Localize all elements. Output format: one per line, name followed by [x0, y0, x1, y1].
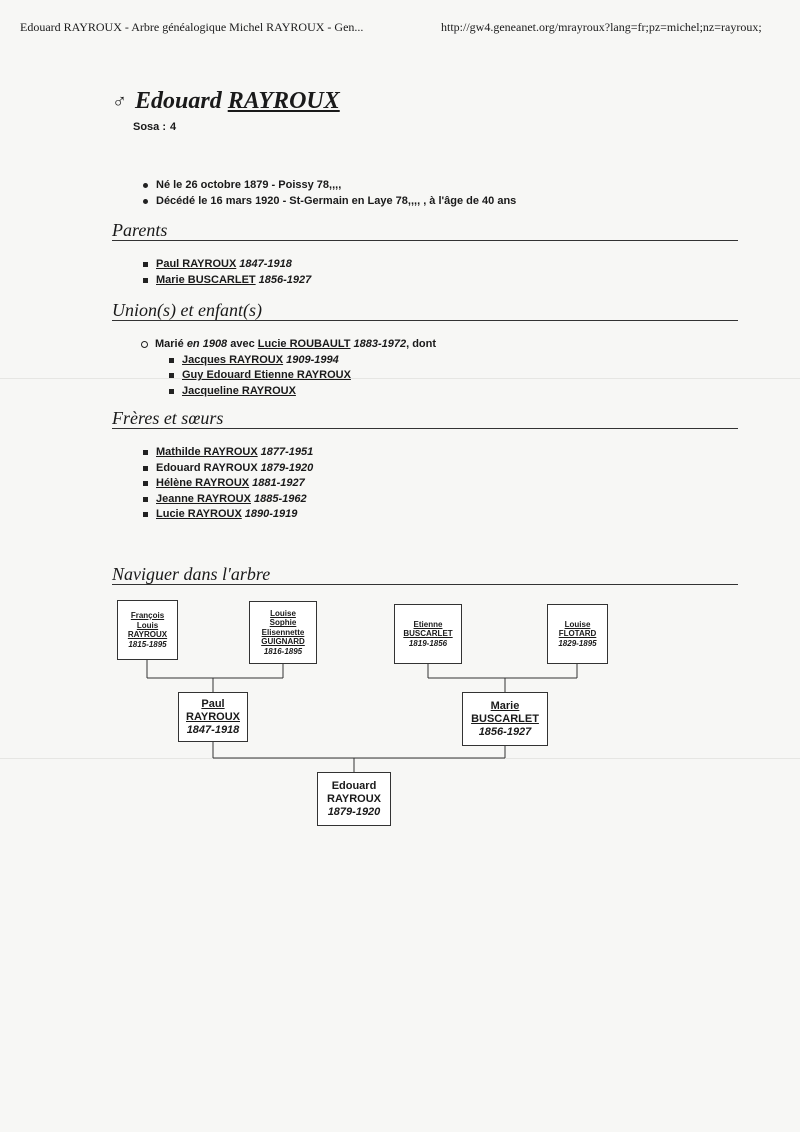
- marriage-suffix: , dont: [406, 338, 437, 350]
- box-years: 1819-1856: [408, 638, 448, 648]
- box-name-line: Louis: [136, 620, 159, 630]
- box-years: 1856-1927: [478, 725, 532, 738]
- sosa-value: 4: [170, 121, 177, 133]
- sibling-item: [142, 507, 313, 523]
- tree-heading: Naviguer dans l'arbre: [112, 564, 738, 585]
- tree-box-grandfather-paternal[interactable]: [117, 600, 178, 660]
- marriage-line: [141, 337, 436, 353]
- parent-item: [142, 257, 311, 273]
- child-link[interactable]: Guy Edouard Etienne RAYROUX: [182, 369, 351, 381]
- box-name-line: Sophie: [269, 618, 297, 628]
- siblings-heading: Frères et sœurs: [112, 408, 738, 429]
- parent-item: [142, 273, 311, 289]
- box-name-line: Louise: [270, 608, 296, 618]
- male-symbol-icon: ♂: [112, 91, 127, 113]
- box-name-line: Etienne: [413, 619, 443, 629]
- box-name-line: RAYROUX: [186, 710, 240, 723]
- tree-box-father[interactable]: [178, 692, 248, 742]
- child-link[interactable]: Jacques RAYROUX: [182, 353, 284, 366]
- married-with: avec: [230, 338, 255, 350]
- tree-box-grandmother-maternal[interactable]: [547, 604, 608, 664]
- tree-box-self: [317, 772, 391, 826]
- sibling-link[interactable]: Hélène RAYROUX: [156, 477, 250, 489]
- parent-years: 1856-1927: [258, 273, 312, 286]
- sibling-years: 1879-1920: [260, 461, 314, 474]
- parent-years: 1847-1918: [239, 258, 292, 270]
- unions-heading: Union(s) et enfant(s): [112, 300, 738, 321]
- print-header: [20, 20, 795, 38]
- person-firstname: Edouard: [135, 88, 222, 114]
- birth-event: Né le 26 octobre 1879 - Poissy 78,,,,: [142, 178, 516, 194]
- box-years: 1847-1918: [186, 723, 240, 736]
- tree-box-mother[interactable]: [462, 692, 548, 746]
- parent-link[interactable]: Marie BUSCARLET: [156, 273, 256, 286]
- spouse-years: 1883-1972: [353, 338, 407, 350]
- box-name-line: BUSCARLET: [403, 629, 453, 639]
- sibling-years: 1890-1919: [244, 508, 298, 520]
- sibling-link[interactable]: Lucie RAYROUX: [156, 508, 242, 520]
- print-page-url: http://gw4.geneanet.org/mrayroux?lang=fr;pz=michel;nz=rayroux;: [441, 20, 762, 34]
- tree-box-grandfather-maternal[interactable]: [394, 604, 462, 664]
- sibling-self: Edouard RAYROUX: [156, 461, 258, 474]
- person-title: [112, 88, 340, 115]
- paper-fold: [0, 758, 800, 759]
- sibling-item: [142, 445, 313, 461]
- events-list: [142, 178, 516, 209]
- unions-block: [141, 337, 436, 399]
- sibling-item: [142, 476, 313, 492]
- death-event: Décédé le 16 mars 1920 - St-Germain en Laye 78,,,, , à l'âge de 40 ans: [142, 194, 516, 210]
- sibling-item: [142, 461, 313, 477]
- box-years: 1816-1895: [263, 646, 303, 656]
- print-page-title: Edouard RAYROUX - Arbre généalogique Michel RAYROUX - Gen...: [20, 20, 364, 34]
- box-name-line: Edouard: [331, 779, 377, 792]
- sibling-link[interactable]: Mathilde RAYROUX: [156, 446, 258, 458]
- box-name-line: Elisennette: [261, 627, 305, 637]
- sibling-years: 1877-1951: [260, 446, 314, 458]
- box-years: 1829-1895: [558, 638, 597, 648]
- box-name-line: François: [130, 611, 165, 620]
- child-item: [168, 368, 436, 384]
- box-years: 1879-1920: [327, 805, 381, 818]
- spouse-link[interactable]: Lucie ROUBAULT: [257, 338, 351, 350]
- sibling-link[interactable]: Jeanne RAYROUX: [156, 492, 251, 505]
- box-years: 1815-1895: [128, 639, 167, 649]
- sosa-label: Sosa :: [133, 121, 167, 133]
- box-name-line: FLOTARD: [558, 629, 597, 639]
- sosa-number: [133, 121, 176, 133]
- sibling-years: 1885-1962: [253, 492, 307, 505]
- box-name-line: Louise: [564, 619, 591, 629]
- parents-heading: Parents: [112, 220, 738, 241]
- child-item: [168, 353, 436, 369]
- sibling-item: [142, 492, 313, 508]
- box-name-line: BUSCARLET: [471, 712, 539, 725]
- child-link[interactable]: Jacqueline RAYROUX: [182, 384, 296, 397]
- parents-list: [142, 257, 311, 288]
- siblings-list: [142, 445, 313, 523]
- box-name-line: Marie: [490, 699, 520, 712]
- tree-box-grandmother-paternal[interactable]: [249, 601, 317, 664]
- children-list: [168, 353, 436, 400]
- box-name-line: RAYROUX: [327, 792, 381, 805]
- child-years: 1909-1994: [286, 353, 339, 366]
- married-date: en 1908: [186, 338, 228, 350]
- child-item: [168, 384, 436, 400]
- box-name-line: RAYROUX: [127, 630, 168, 639]
- parent-link[interactable]: Paul RAYROUX: [156, 258, 237, 270]
- sibling-years: 1881-1927: [252, 477, 305, 489]
- married-prefix: Marié: [155, 338, 184, 350]
- box-name-line: Paul: [201, 697, 225, 710]
- person-surname-link[interactable]: RAYROUX: [227, 88, 340, 114]
- box-name-line: GUIGNARD: [261, 637, 305, 647]
